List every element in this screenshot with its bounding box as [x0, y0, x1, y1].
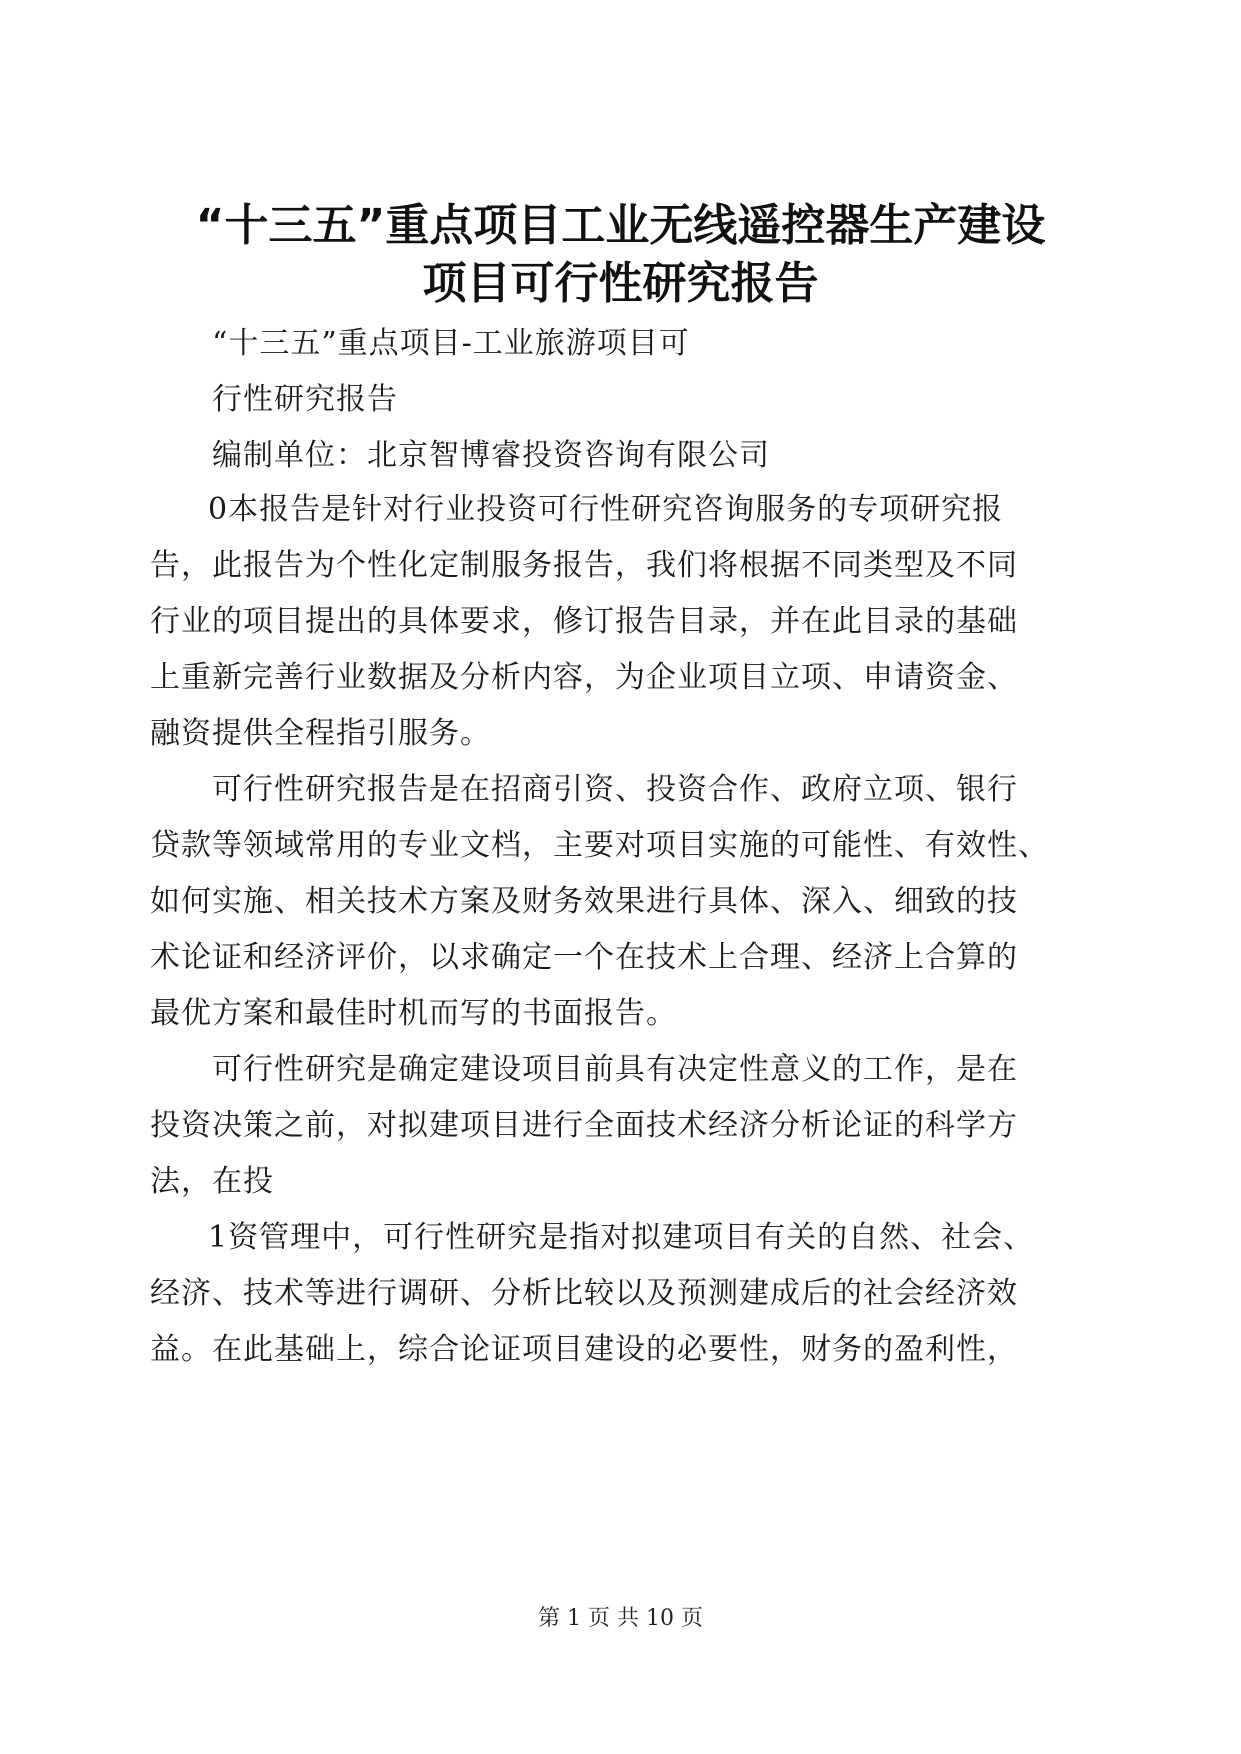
- compiler-line: 编制单位：北京智博睿投资咨询有限公司: [212, 438, 770, 473]
- subtitle-line-1: “十三五”重点项目-工业旅游项目可: [212, 326, 690, 361]
- paragraph-line: 益。在此基础上，综合论证项目建设的必要性，财务的盈利性，: [150, 1332, 1018, 1367]
- paragraph-line: 可行性研究是确定建设项目前具有决定性意义的工作，是在: [212, 1052, 1018, 1087]
- paragraph-line: 经济、技术等进行调研、分析比较以及预测建成后的社会经济效: [150, 1276, 1018, 1311]
- paragraph-line: 融资提供全程指引服务。: [150, 716, 491, 751]
- subtitle-line-2: 行性研究报告: [212, 382, 398, 417]
- paragraph-line: 贷款等领域常用的专业文档，主要对项目实施的可能性、有效性、: [150, 828, 1049, 863]
- page-footer: 第 1 页 共 10 页: [538, 1606, 703, 1631]
- paragraph-line: 法，在投: [150, 1164, 274, 1199]
- paragraph-line: 如何实施、相关技术方案及财务效果进行具体、深入、细致的技: [150, 884, 1018, 919]
- paragraph-line: 0本报告是针对行业投资可行性研究咨询服务的专项研究报: [208, 492, 1004, 527]
- paragraph-line: 可行性研究报告是在招商引资、投资合作、政府立项、银行: [212, 772, 1018, 807]
- paragraph-line: 1资管理中，可行性研究是指对拟建项目有关的自然、社会、: [208, 1220, 1035, 1255]
- paragraph-line: 行业的项目提出的具体要求，修订报告目录，并在此目录的基础: [150, 604, 1018, 639]
- paragraph-line: 最优方案和最佳时机而写的书面报告。: [150, 996, 677, 1031]
- paragraph-line: 术论证和经济评价，以求确定一个在技术上合理、经济上合算的: [150, 940, 1018, 975]
- paragraph-line: 投资决策之前，对拟建项目进行全面技术经济分析论证的科学方: [150, 1108, 1018, 1143]
- document-title-line-1: “十三五”重点项目工业无线遥控器生产建设: [195, 200, 1046, 251]
- paragraph-line: 上重新完善行业数据及分析内容，为企业项目立项、申请资金、: [150, 660, 1018, 695]
- paragraph-line: 告，此报告为个性化定制服务报告，我们将根据不同类型及不同: [150, 548, 1018, 583]
- document-title-line-2: 项目可行性研究报告: [422, 258, 819, 309]
